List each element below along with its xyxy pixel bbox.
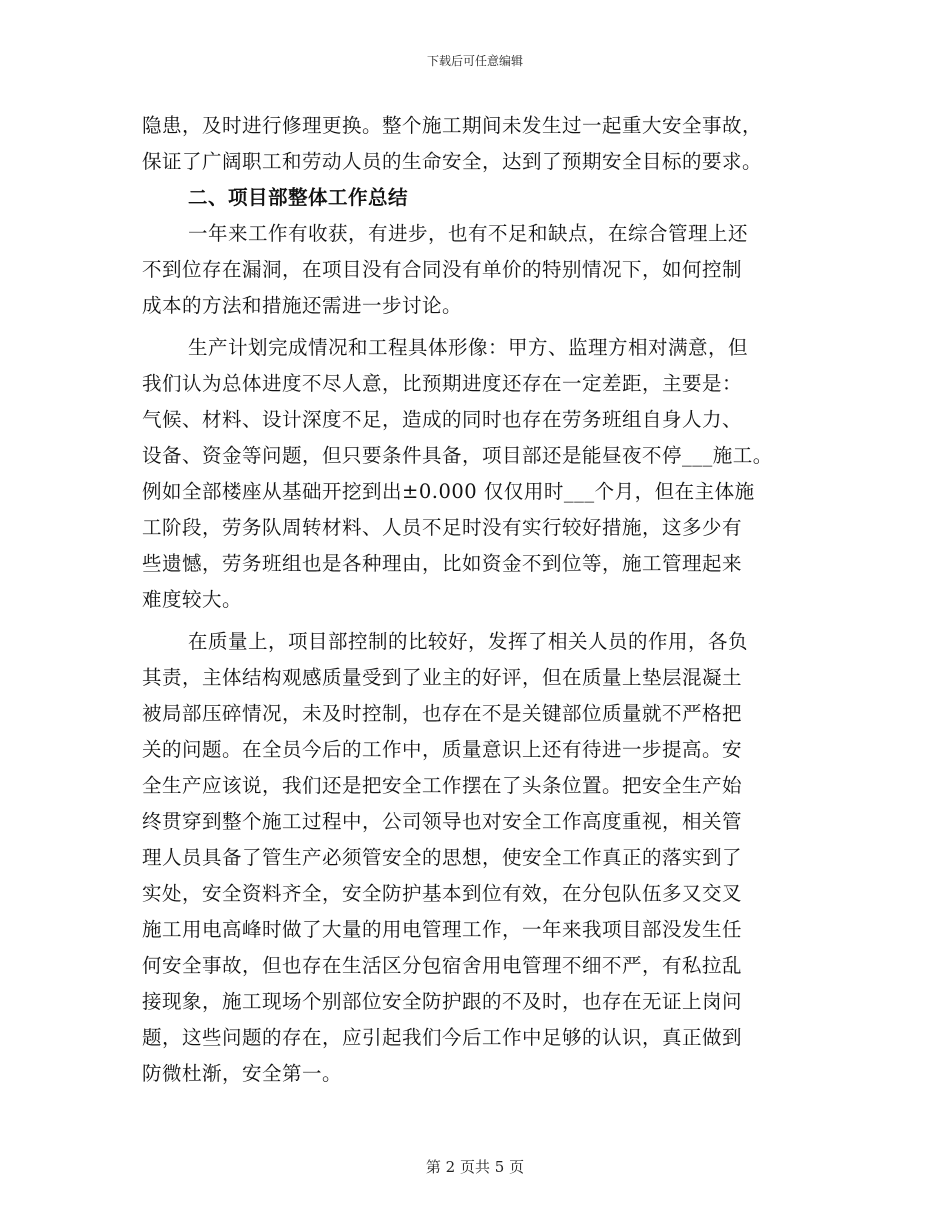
text-line: 气候、材料、设计深度不足，造成的同时也存在劳务班组自身人力、 — [142, 408, 743, 431]
text-line: 全生产应该说，我们还是把安全工作摆在了头条位置。把安全生产始 — [142, 774, 743, 797]
text-line: 施工用电高峰时做了大量的用电管理工作，一年来我项目部没发生任 — [142, 918, 743, 941]
page-header: 下载后可任意编辑 — [426, 54, 523, 68]
text-line: 关的问题。在全员今后的工作中，质量意识上还有待进一步提高。安 — [142, 738, 743, 761]
text-line: 生产计划完成情况和工程具体形像：甲方、监理方相对满意，但 — [188, 336, 749, 359]
page-footer: 第 2 页共 5 页 — [425, 1158, 525, 1176]
text-line: 一年来工作有收获，有进步，也有不足和缺点，在综合管理上还 — [188, 222, 749, 245]
paragraph-2 — [142, 330, 832, 618]
text-line: 题，这些问题的存在，应引起我们今后工作中足够的认识，真正做到 — [142, 1026, 743, 1049]
paragraph-0 — [142, 108, 832, 180]
text-line: 理人员具备了管生产必须管安全的思想，使安全工作真正的落实到了 — [142, 846, 743, 869]
text-line: 何安全事故，但也存在生活区分包宿舍用电管理不细不严，有私拉乱 — [142, 954, 743, 977]
text-line: 例如全部楼座从基础开挖到出±0.000 仅仅用时___个月，但在主体施 — [142, 480, 755, 503]
text-line: 设备、资金等问题，但只要条件具备，项目部还是能昼夜不停___施工。 — [142, 444, 773, 467]
text-line: 不到位存在漏洞，在项目没有合同没有单价的特别情况下，如何控制 — [142, 258, 743, 281]
text-line: 被局部压碎情况，未及时控制，也存在不是关键部位质量就不严格把 — [142, 702, 743, 725]
document-body — [142, 108, 832, 1092]
text-line: 在质量上，项目部控制的比较好，发挥了相关人员的作用，各负 — [188, 630, 749, 653]
text-line: 保证了广阔职工和劳动人员的生命安全，达到了预期安全目标的要求。 — [142, 150, 763, 173]
paragraph-1 — [142, 216, 832, 324]
text-line: 工阶段，劳务队周转材料、人员不足时没有实行较好措施，这多少有 — [142, 516, 743, 539]
text-line: 终贯穿到整个施工过程中，公司领导也对安全工作高度重视，相关管 — [142, 810, 743, 833]
text-line: 我们认为总体进度不尽人意，比预期进度还存在一定差距，主要是： — [142, 372, 743, 395]
text-line: 接现象，施工现场个别部位安全防护跟的不及时，也存在无证上岗问 — [142, 990, 743, 1013]
text-line: 防微杜渐，安全第一。 — [142, 1062, 343, 1085]
section-heading: 二、项目部整体工作总结 — [188, 186, 409, 209]
paragraph-3 — [142, 624, 832, 1092]
text-line: 隐患，及时进行修理更换。整个施工期间未发生过一起重大安全事故， — [142, 114, 763, 137]
text-line: 实处，安全资料齐全，安全防护基本到位有效，在分包队伍多又交叉 — [142, 882, 743, 905]
text-line: 难度较大。 — [142, 588, 243, 611]
text-line: 其责，主体结构观感质量受到了业主的好评，但在质量上垫层混凝土 — [142, 666, 743, 689]
text-line: 些遗憾，劳务班组也是各种理由，比如资金不到位等，施工管理起来 — [142, 552, 743, 575]
text-line: 成本的方法和措施还需进一步讨论。 — [142, 294, 463, 317]
